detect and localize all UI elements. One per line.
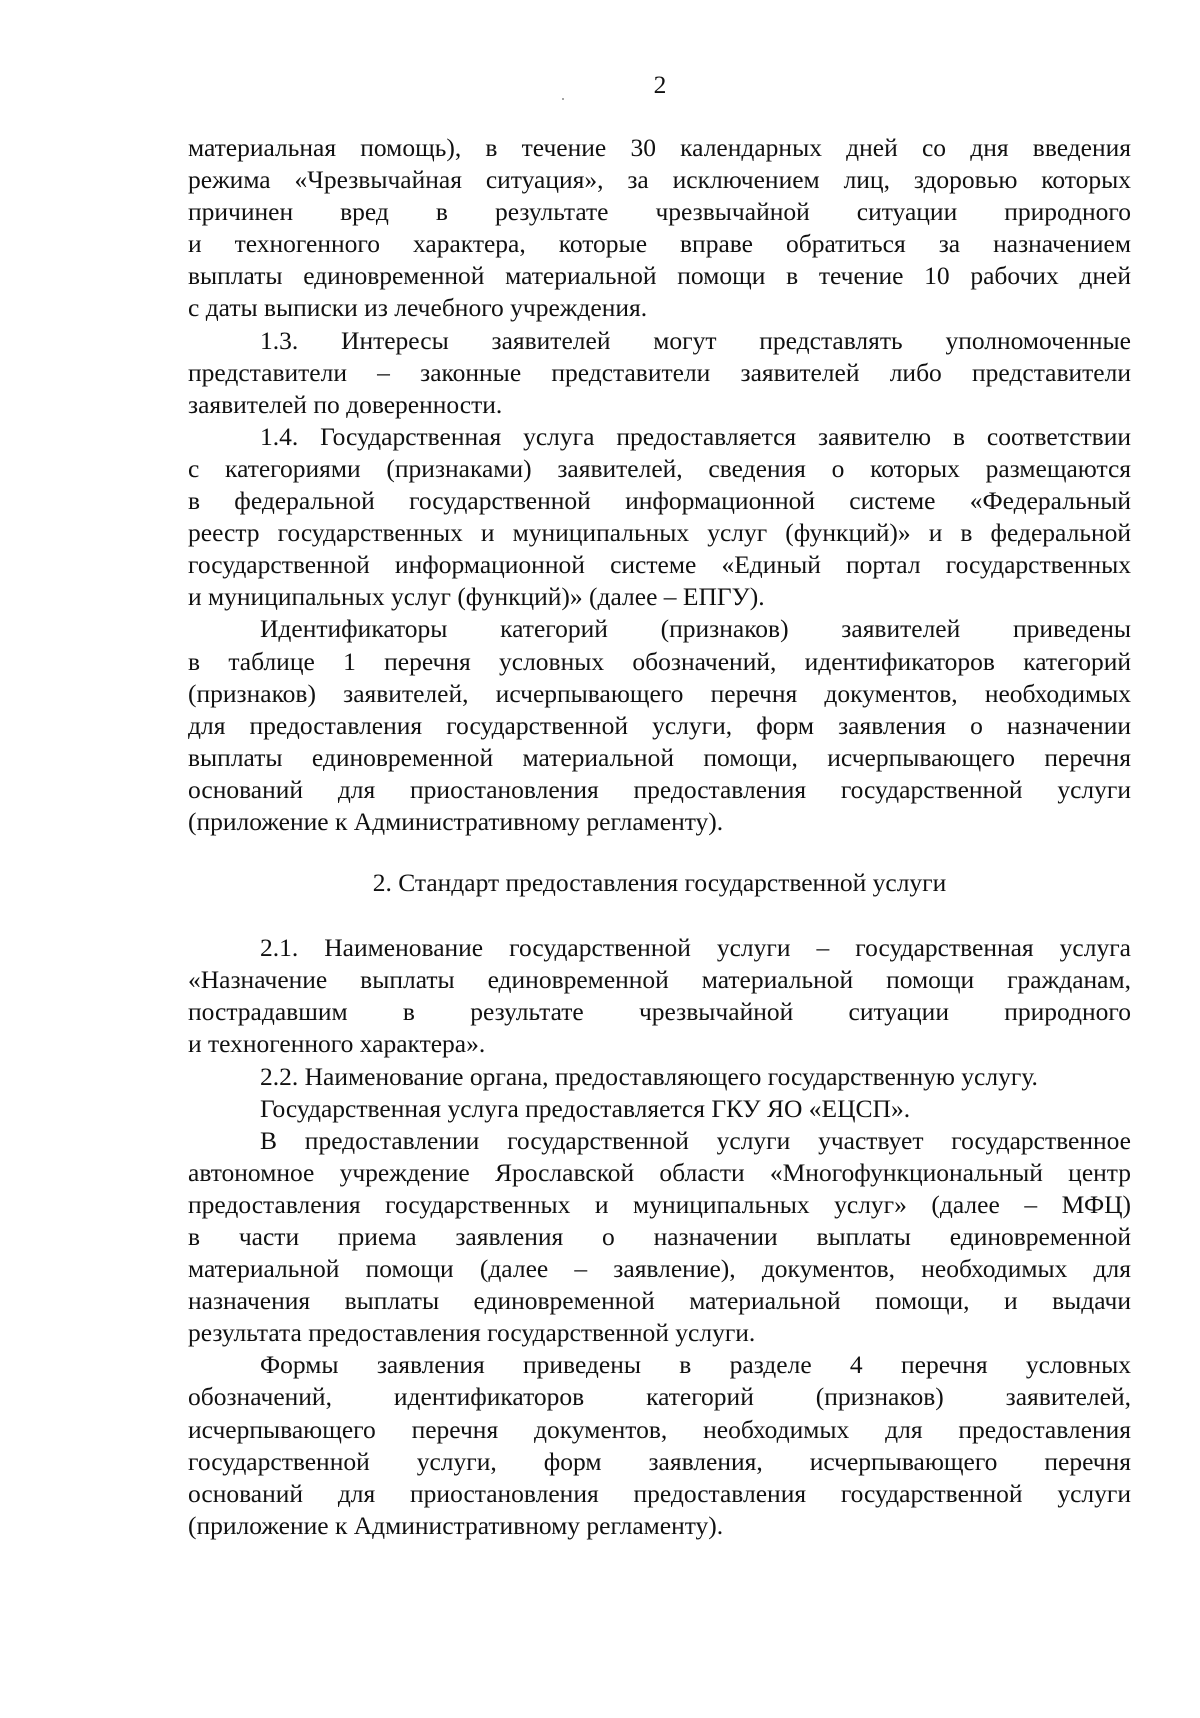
text-line: и техногенного характера, которые вправе обратиться за назначением bbox=[188, 229, 1131, 259]
text-line: государственной информационной системе «Единый портал государственных bbox=[188, 550, 1131, 580]
text-line: режима «Чрезвычайная ситуация», за исключением лиц, здоровью которых bbox=[188, 165, 1131, 195]
text-line: 1.3. Интересы заявителей могут представлять уполномоченные bbox=[260, 325, 1131, 355]
paragraph bbox=[188, 132, 1131, 325]
paragraph bbox=[188, 325, 1131, 421]
text-line: для предоставления государственной услуги, форм заявления о назначении bbox=[188, 710, 1131, 740]
paragraph bbox=[188, 1125, 1131, 1350]
text-line: государственной услуги, форм заявления, исчерпывающего перечня bbox=[188, 1446, 1131, 1476]
text-line: представители – законные представители заявителей либо представители bbox=[188, 357, 1131, 387]
paragraphs-before-section bbox=[188, 132, 1131, 838]
text-line: результата предоставления государственной услуги. bbox=[188, 1318, 756, 1348]
text-line: и техногенного характера». bbox=[188, 1029, 486, 1059]
text-line: исчерпывающего перечня документов, необходимых для предоставления bbox=[188, 1414, 1131, 1444]
text-line: Идентификаторы категорий (признаков) заявителей приведены bbox=[260, 614, 1131, 644]
text-line: материальная помощь), в течение 30 календарных дней со дня введения bbox=[188, 133, 1131, 162]
text-line: материальной помощи (далее – заявление), документов, необходимых для bbox=[188, 1254, 1131, 1284]
text-line: в таблице 1 перечня условных обозначений, идентификаторов категорий bbox=[188, 646, 1131, 676]
text-line: оснований для приостановления предоставления государственной услуги bbox=[188, 1478, 1131, 1508]
paragraph bbox=[188, 932, 1131, 1060]
text-line: (приложение к Административному регламенту). bbox=[188, 1510, 724, 1540]
paragraph bbox=[188, 421, 1131, 614]
text-line: «Назначение выплаты единовременной материальной помощи гражданам, bbox=[188, 965, 1131, 995]
text-line: автономное учреждение Ярославской области «Многофункциональный центр bbox=[188, 1157, 1131, 1187]
text-line: Формы заявления приведены в разделе 4 перечня условных bbox=[260, 1350, 1131, 1380]
text-line: Государственная услуга предоставляется ГКУ ЯО «ЕЦСП». bbox=[260, 1093, 911, 1123]
paragraph bbox=[188, 1349, 1131, 1542]
text-line: (приложение к Административному регламенту). bbox=[188, 806, 724, 836]
text-line: предоставления государственных и муниципальных услуг» (далее – МФЦ) bbox=[188, 1189, 1131, 1219]
text-line: 2.1. Наименование государственной услуги – государственная услуга bbox=[260, 933, 1131, 963]
section-heading: 2. Стандарт предоставления государственной услуги bbox=[372, 868, 947, 898]
text-line: выплаты единовременной материальной помощи, исчерпывающего перечня bbox=[188, 742, 1131, 772]
text-line: обозначений, идентификаторов категорий (признаков) заявителей, bbox=[188, 1382, 1131, 1412]
text-line: заявителей по доверенности. bbox=[188, 389, 503, 419]
text-line: 2.2. Наименование органа, предоставляющего государственную услугу. bbox=[260, 1061, 1038, 1091]
paragraphs-after-section bbox=[188, 932, 1131, 1542]
text-line: выплаты единовременной материальной помощи в течение 10 рабочих дней bbox=[188, 261, 1131, 291]
text-line: В предоставлении государственной услуги участвует государственное bbox=[260, 1125, 1131, 1155]
page-number: 2 bbox=[653, 70, 667, 99]
text-line: пострадавшим в результате чрезвычайной ситуации природного bbox=[188, 997, 1131, 1027]
text-line: с даты выписки из лечебного учреждения. bbox=[188, 293, 648, 323]
text-line: в федеральной государственной информационной системе «Федеральный bbox=[188, 486, 1131, 516]
paragraph bbox=[188, 613, 1131, 838]
document-body bbox=[188, 132, 1131, 1542]
text-line: 1.4. Государственная услуга предоставляется заявителю в соответствии bbox=[260, 421, 1131, 451]
paragraph bbox=[188, 1093, 1131, 1125]
text-line: и муниципальных услуг (функций)» (далее – ЕПГУ). bbox=[188, 582, 765, 612]
text-line: оснований для приостановления предоставления государственной услуги bbox=[188, 774, 1131, 804]
text-line: причинен вред в результате чрезвычайной ситуации природного bbox=[188, 197, 1131, 227]
text-line: с категориями (признаками) заявителей, сведения о которых размещаются bbox=[188, 453, 1131, 483]
paragraph bbox=[188, 1061, 1131, 1093]
text-line: в части приема заявления о назначении выплаты единовременной bbox=[188, 1222, 1131, 1251]
text-line: (признаков) заявителей, исчерпывающего перечня документов, необходимых bbox=[188, 678, 1131, 708]
text-line: назначения выплаты единовременной материальной помощи, и выдачи bbox=[188, 1286, 1131, 1316]
text-line: реестр государственных и муниципальных услуг (функций)» и в федеральной bbox=[188, 518, 1131, 548]
